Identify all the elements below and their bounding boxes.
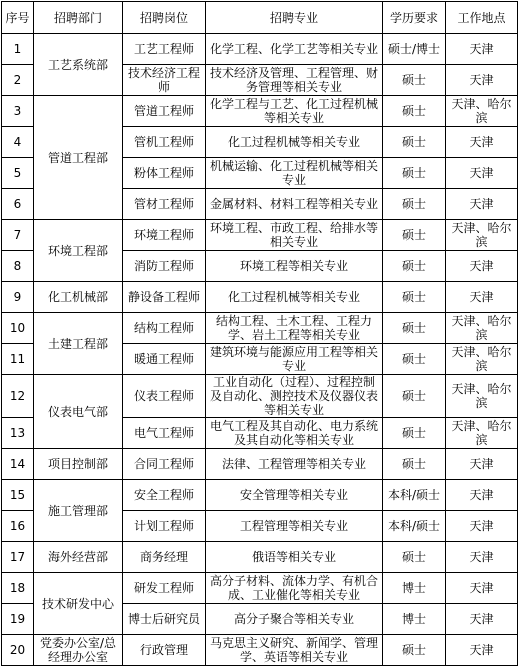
position-cell: 行政管理 bbox=[123, 635, 206, 666]
location-cell: 天津 bbox=[446, 251, 518, 282]
position-cell: 计划工程师 bbox=[123, 511, 206, 542]
position-cell: 结构工程师 bbox=[123, 313, 206, 344]
header-location: 工作地点 bbox=[446, 2, 518, 34]
major-cell: 高分子聚合等相关专业 bbox=[206, 604, 383, 635]
major-cell: 马克思主义研究、新闻学、管理学、英语等相关专业 bbox=[206, 635, 383, 666]
location-cell: 天津 bbox=[446, 573, 518, 604]
row-no: 13 bbox=[2, 418, 34, 449]
major-cell: 环境工程等相关专业 bbox=[206, 251, 383, 282]
location-cell: 天津、哈尔滨 bbox=[446, 418, 518, 449]
major-cell: 工程管理等相关专业 bbox=[206, 511, 383, 542]
major-cell: 环境工程、市政工程、给排水等相关专业 bbox=[206, 220, 383, 251]
location-cell: 天津 bbox=[446, 158, 518, 189]
position-cell: 管道工程师 bbox=[123, 96, 206, 127]
row-no: 1 bbox=[2, 34, 34, 65]
table-row bbox=[2, 573, 518, 604]
row-no: 19 bbox=[2, 604, 34, 635]
row-no: 9 bbox=[2, 282, 34, 313]
major-cell: 俄语等相关专业 bbox=[206, 542, 383, 573]
row-no: 8 bbox=[2, 251, 34, 282]
major-cell: 化工过程机械等相关专业 bbox=[206, 127, 383, 158]
location-cell: 天津 bbox=[446, 65, 518, 96]
position-cell: 管机工程师 bbox=[123, 127, 206, 158]
major-cell: 高分子材料、流体力学、有机合成、工业催化等相关专业 bbox=[206, 573, 383, 604]
major-cell: 技术经济及管理、工程管理、财务管理等相关专业 bbox=[206, 65, 383, 96]
header-no: 序号 bbox=[2, 2, 34, 34]
department-cell: 党委办公室/总经理办公室 bbox=[34, 635, 123, 666]
row-no: 5 bbox=[2, 158, 34, 189]
position-cell: 消防工程师 bbox=[123, 251, 206, 282]
location-cell: 天津 bbox=[446, 635, 518, 666]
table-row bbox=[2, 635, 518, 666]
education-cell: 硕士 bbox=[383, 158, 446, 189]
location-cell: 天津 bbox=[446, 449, 518, 480]
position-cell: 静设备工程师 bbox=[123, 282, 206, 313]
education-cell: 硕士 bbox=[383, 65, 446, 96]
row-no: 16 bbox=[2, 511, 34, 542]
major-cell: 化学工程与工艺、化工过程机械等相关专业 bbox=[206, 96, 383, 127]
row-no: 14 bbox=[2, 449, 34, 480]
education-cell: 本科/硕士 bbox=[383, 480, 446, 511]
education-cell: 硕士 bbox=[383, 418, 446, 449]
major-cell: 建筑环境与能源应用工程等相关专业 bbox=[206, 344, 383, 375]
position-cell: 电气工程师 bbox=[123, 418, 206, 449]
major-cell: 化学工程、化学工艺等相关专业 bbox=[206, 34, 383, 65]
row-no: 17 bbox=[2, 542, 34, 573]
education-cell: 硕士 bbox=[383, 344, 446, 375]
education-cell: 硕士 bbox=[383, 282, 446, 313]
major-cell: 金属材料、材料工程等相关专业 bbox=[206, 189, 383, 220]
education-cell: 硕士 bbox=[383, 96, 446, 127]
major-cell: 法律、工程管理等相关专业 bbox=[206, 449, 383, 480]
table-row bbox=[2, 282, 518, 313]
location-cell: 天津、哈尔滨 bbox=[446, 344, 518, 375]
education-cell: 硕士 bbox=[383, 127, 446, 158]
row-no: 11 bbox=[2, 344, 34, 375]
location-cell: 天津 bbox=[446, 282, 518, 313]
row-no: 20 bbox=[2, 635, 34, 666]
major-cell: 安全管理等相关专业 bbox=[206, 480, 383, 511]
header-dept: 招聘部门 bbox=[34, 2, 123, 34]
education-cell: 本科/硕士 bbox=[383, 511, 446, 542]
table-row bbox=[2, 220, 518, 251]
table-row bbox=[2, 480, 518, 511]
row-no: 18 bbox=[2, 573, 34, 604]
major-cell: 工业自动化（过程）、过程控制及自动化、测控技术及仪器仪表等相关专业 bbox=[206, 375, 383, 418]
major-cell: 机械运输、化工过程机械等相关专业 bbox=[206, 158, 383, 189]
education-cell: 硕士 bbox=[383, 189, 446, 220]
department-cell: 施工管理部 bbox=[34, 480, 123, 542]
location-cell: 天津 bbox=[446, 604, 518, 635]
department-cell: 海外经营部 bbox=[34, 542, 123, 573]
education-cell: 硕士 bbox=[383, 635, 446, 666]
position-cell: 商务经理 bbox=[123, 542, 206, 573]
header-position: 招聘岗位 bbox=[123, 2, 206, 34]
position-cell: 技术经济工程师 bbox=[123, 65, 206, 96]
education-cell: 硕士/博士 bbox=[383, 34, 446, 65]
position-cell: 工艺工程师 bbox=[123, 34, 206, 65]
location-cell: 天津 bbox=[446, 542, 518, 573]
location-cell: 天津 bbox=[446, 189, 518, 220]
row-no: 4 bbox=[2, 127, 34, 158]
row-no: 2 bbox=[2, 65, 34, 96]
education-cell: 硕士 bbox=[383, 313, 446, 344]
header-major: 招聘专业 bbox=[206, 2, 383, 34]
row-no: 10 bbox=[2, 313, 34, 344]
position-cell: 博士后研究员 bbox=[123, 604, 206, 635]
education-cell: 硕士 bbox=[383, 251, 446, 282]
table-row bbox=[2, 449, 518, 480]
table-row bbox=[2, 542, 518, 573]
department-cell: 化工机械部 bbox=[34, 282, 123, 313]
department-cell: 环境工程部 bbox=[34, 220, 123, 282]
department-cell: 土建工程部 bbox=[34, 313, 123, 375]
table-row bbox=[2, 96, 518, 127]
education-cell: 博士 bbox=[383, 573, 446, 604]
department-cell: 仪表电气部 bbox=[34, 375, 123, 449]
major-cell: 结构工程、土木工程、工程力学、岩土工程等相关专业 bbox=[206, 313, 383, 344]
row-no: 12 bbox=[2, 375, 34, 418]
table-row bbox=[2, 34, 518, 65]
position-cell: 管材工程师 bbox=[123, 189, 206, 220]
location-cell: 天津 bbox=[446, 511, 518, 542]
department-cell: 项目控制部 bbox=[34, 449, 123, 480]
location-cell: 天津、哈尔滨 bbox=[446, 220, 518, 251]
location-cell: 天津、哈尔滨 bbox=[446, 313, 518, 344]
education-cell: 博士 bbox=[383, 604, 446, 635]
position-cell: 环境工程师 bbox=[123, 220, 206, 251]
row-no: 6 bbox=[2, 189, 34, 220]
table-row bbox=[2, 313, 518, 344]
department-cell: 技术研发中心 bbox=[34, 573, 123, 635]
recruitment-table bbox=[1, 1, 518, 666]
row-no: 7 bbox=[2, 220, 34, 251]
education-cell: 硕士 bbox=[383, 449, 446, 480]
position-cell: 暖通工程师 bbox=[123, 344, 206, 375]
location-cell: 天津、哈尔滨 bbox=[446, 375, 518, 418]
location-cell: 天津、哈尔滨 bbox=[446, 96, 518, 127]
major-cell: 化工过程机械等相关专业 bbox=[206, 282, 383, 313]
row-no: 15 bbox=[2, 480, 34, 511]
education-cell: 硕士 bbox=[383, 375, 446, 418]
location-cell: 天津 bbox=[446, 480, 518, 511]
location-cell: 天津 bbox=[446, 34, 518, 65]
major-cell: 电气工程及其自动化、电力系统及其自动化等相关专业 bbox=[206, 418, 383, 449]
position-cell: 仪表工程师 bbox=[123, 375, 206, 418]
table-header-row bbox=[2, 2, 518, 34]
location-cell: 天津 bbox=[446, 127, 518, 158]
row-no: 3 bbox=[2, 96, 34, 127]
position-cell: 合同工程师 bbox=[123, 449, 206, 480]
table-row bbox=[2, 375, 518, 418]
header-education: 学历要求 bbox=[383, 2, 446, 34]
position-cell: 粉体工程师 bbox=[123, 158, 206, 189]
education-cell: 硕士 bbox=[383, 542, 446, 573]
department-cell: 管道工程部 bbox=[34, 96, 123, 220]
position-cell: 安全工程师 bbox=[123, 480, 206, 511]
department-cell: 工艺系统部 bbox=[34, 34, 123, 96]
position-cell: 研发工程师 bbox=[123, 573, 206, 604]
education-cell: 硕士 bbox=[383, 220, 446, 251]
